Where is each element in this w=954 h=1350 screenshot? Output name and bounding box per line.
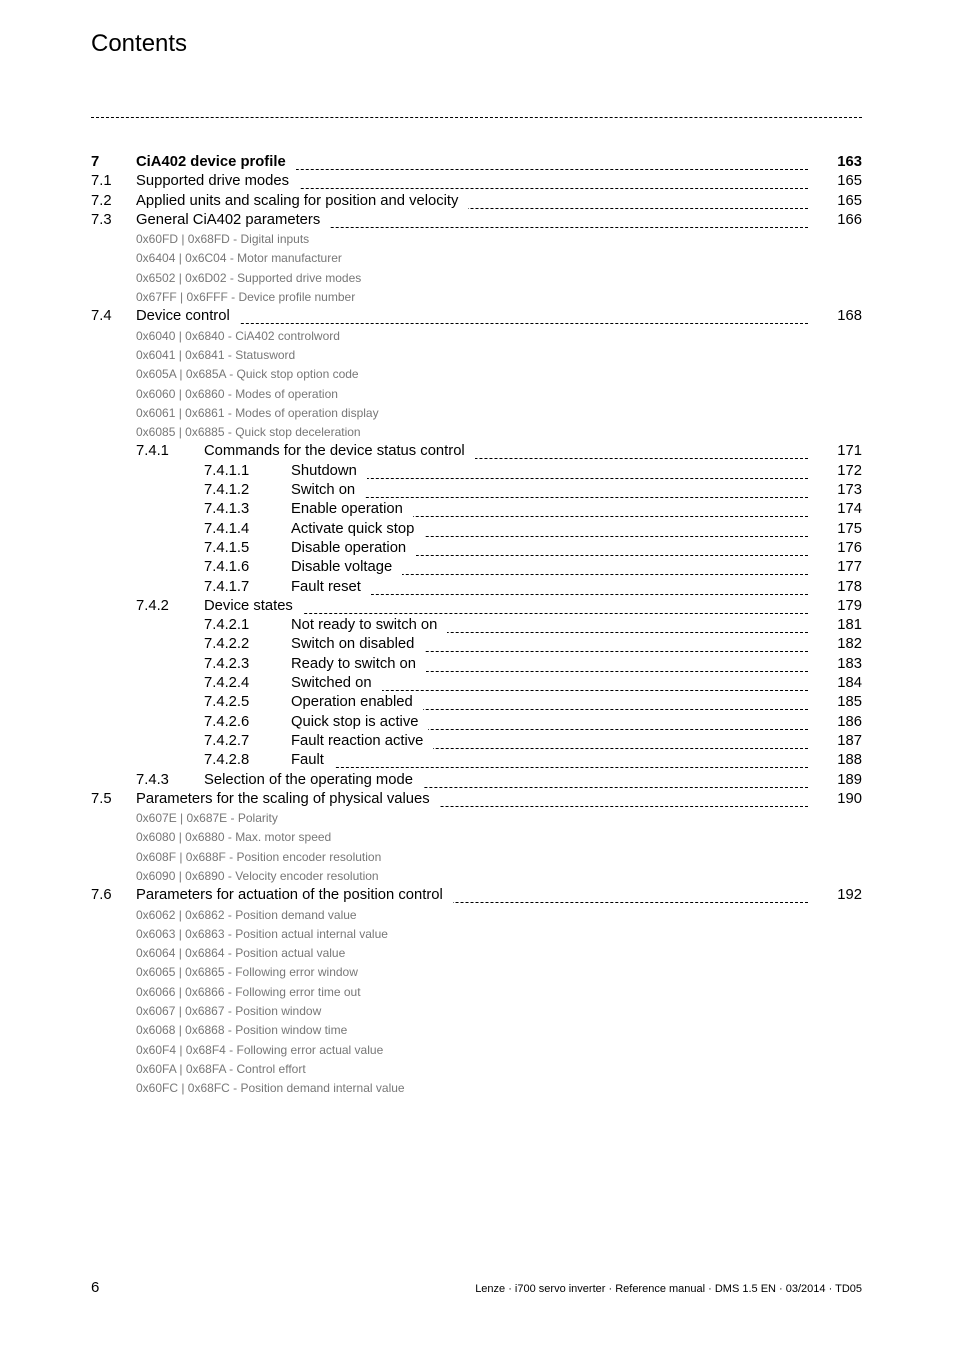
toc-number: 7.5 — [91, 790, 112, 807]
toc-title: 0x6040 | 0x6840 - CiA402 controlword — [136, 327, 340, 346]
toc-title: CiA402 device profile — [136, 153, 296, 172]
toc-title: 0x6061 | 0x6861 - Modes of operation display — [136, 404, 379, 423]
toc-title: Disable voltage — [291, 558, 402, 577]
toc-number: 7.6 — [91, 887, 112, 904]
page-title: Contents — [91, 30, 188, 57]
toc-number: 7.4.1.5 — [204, 539, 250, 556]
toc-parameter-entry[interactable] — [91, 1021, 862, 1040]
header-rule — [91, 117, 862, 118]
footer-doc-info: Lenze · i700 servo inverter · Reference manual · DMS 1.5 EN · 03/2014 · TD05 — [475, 1283, 862, 1295]
toc-title: Fault — [291, 751, 334, 770]
toc-parameter-entry[interactable] — [91, 346, 862, 365]
toc-parameter-entry[interactable] — [91, 230, 862, 249]
toc-title: 0x60F4 | 0x68F4 - Following error actual value — [136, 1041, 383, 1060]
toc-number: 7.4.2 — [136, 597, 169, 614]
toc-leader — [291, 748, 808, 768]
toc-page-number: 165 — [837, 192, 862, 209]
toc-number: 7.4.2.4 — [204, 675, 250, 692]
toc-title: 0x608F | 0x688F - Position encoder resolution — [136, 848, 381, 867]
toc-entry[interactable] — [91, 886, 862, 905]
toc-title: Shutdown — [291, 462, 367, 481]
toc-page-number: 168 — [837, 308, 862, 325]
toc-parameter-entry[interactable] — [91, 269, 862, 288]
toc-page-number: 186 — [837, 713, 862, 730]
toc-parameter-entry[interactable] — [91, 1060, 862, 1079]
toc-page-number: 188 — [837, 752, 862, 769]
toc-title: Enable operation — [291, 500, 413, 519]
toc-title: Device states — [204, 597, 303, 616]
toc-number: 7.3 — [91, 211, 112, 228]
toc-page-number: 189 — [837, 771, 862, 788]
toc-title: 0x60FD | 0x68FD - Digital inputs — [136, 230, 309, 249]
toc-title: 0x6066 | 0x6866 - Following error time out — [136, 983, 361, 1002]
toc-parameter-entry[interactable] — [91, 848, 862, 867]
toc-title: Switch on disabled — [291, 635, 424, 654]
toc-parameter-entry[interactable] — [91, 925, 862, 944]
toc-title: Parameters for actuation of the position control — [136, 886, 453, 905]
toc-number: 7.4.1.4 — [204, 520, 250, 537]
toc-number: 7.4.2.8 — [204, 752, 250, 769]
toc-number: 7.1 — [91, 173, 112, 190]
toc-entry[interactable] — [91, 307, 862, 326]
toc-number: 7.4.3 — [136, 771, 169, 788]
toc-entry[interactable] — [91, 790, 862, 809]
toc-title: 0x6063 | 0x6863 - Position actual internal value — [136, 925, 388, 944]
toc-page-number: 175 — [837, 520, 862, 537]
toc-parameter-entry[interactable] — [91, 944, 862, 963]
toc-number: 7.2 — [91, 192, 112, 209]
toc-number: 7.4.1 — [136, 443, 169, 460]
toc-parameter-entry[interactable] — [91, 983, 862, 1002]
toc-entry[interactable] — [91, 211, 862, 230]
toc-title: Fault reset — [291, 578, 371, 597]
toc-title: Supported drive modes — [136, 172, 299, 191]
toc-page-number: 184 — [837, 675, 862, 692]
toc-number: 7.4.1.1 — [204, 462, 250, 479]
toc-title: Applied units and scaling for position and velocity — [136, 192, 468, 211]
toc-title: Device control — [136, 307, 240, 326]
toc-title: 0x607E | 0x687E - Polarity — [136, 809, 278, 828]
toc-parameter-entry[interactable] — [91, 828, 862, 847]
footer-page-number: 6 — [91, 1279, 100, 1296]
toc-title: 0x6068 | 0x6868 - Position window time — [136, 1021, 347, 1040]
toc-page-number: 181 — [837, 617, 862, 634]
toc-title: General CiA402 parameters — [136, 211, 330, 230]
toc-title: Switched on — [291, 674, 382, 693]
toc-page-number: 190 — [837, 790, 862, 807]
toc-title: Ready to switch on — [291, 655, 426, 674]
toc-title: 0x6090 | 0x6890 - Velocity encoder resolution — [136, 867, 379, 886]
toc-page-number: 182 — [837, 636, 862, 653]
toc-page-number: 187 — [837, 732, 862, 749]
toc-title: 0x6062 | 0x6862 - Position demand value — [136, 906, 357, 925]
toc-title: 0x6404 | 0x6C04 - Motor manufacturer — [136, 249, 342, 268]
toc-title: 0x6041 | 0x6841 - Statusword — [136, 346, 295, 365]
toc-number: 7.4.2.3 — [204, 655, 250, 672]
toc-title: 0x67FF | 0x6FFF - Device profile number — [136, 288, 355, 307]
toc-page-number: 166 — [837, 211, 862, 228]
toc-page-number: 163 — [837, 154, 862, 170]
toc-title: Selection of the operating mode — [204, 771, 423, 790]
toc-page-number: 178 — [837, 578, 862, 595]
toc-parameter-entry[interactable] — [91, 963, 862, 982]
toc-page-number: 192 — [837, 887, 862, 904]
toc-title: 0x6085 | 0x6885 - Quick stop deceleration — [136, 423, 361, 442]
toc-page-number: 165 — [837, 173, 862, 190]
toc-title: 0x60FC | 0x68FC - Position demand internal value — [136, 1079, 405, 1098]
toc-number: 7.4.2.7 — [204, 732, 250, 749]
toc-title: 0x6060 | 0x6860 - Modes of operation — [136, 385, 338, 404]
toc-title: 0x605A | 0x685A - Quick stop option code — [136, 365, 359, 384]
toc-page-number: 177 — [837, 559, 862, 576]
toc-leader — [291, 478, 808, 498]
toc-parameter-entry[interactable] — [91, 1079, 862, 1098]
toc-parameter-entry[interactable] — [91, 1002, 862, 1021]
toc-title: 0x6067 | 0x6867 - Position window — [136, 1002, 321, 1021]
toc-title: 0x60FA | 0x68FA - Control effort — [136, 1060, 306, 1079]
toc-parameter-entry[interactable] — [91, 404, 862, 423]
toc-number: 7 — [91, 154, 100, 170]
toc-title: Fault reaction active — [291, 732, 433, 751]
toc-page-number: 174 — [837, 501, 862, 518]
toc-title: Commands for the device status control — [204, 442, 475, 461]
toc-number: 7.4.1.3 — [204, 501, 250, 518]
toc-number: 7.4.1.6 — [204, 559, 250, 576]
toc-page-number: 176 — [837, 539, 862, 556]
toc-number: 7.4.2.5 — [204, 694, 250, 711]
toc-page-number: 171 — [837, 443, 862, 460]
table-of-contents — [91, 153, 862, 1099]
toc-title: Quick stop is active — [291, 713, 428, 732]
toc-parameter-entry[interactable] — [91, 327, 862, 346]
toc-parameter-entry[interactable] — [91, 809, 862, 828]
toc-parameter-entry[interactable] — [91, 365, 862, 384]
toc-title: Parameters for the scaling of physical values — [136, 790, 440, 809]
toc-parameter-entry[interactable] — [91, 906, 862, 925]
toc-number: 7.4.2.6 — [204, 713, 250, 730]
toc-title: Activate quick stop — [291, 520, 424, 539]
toc-page-number: 185 — [837, 694, 862, 711]
toc-page-number: 172 — [837, 462, 862, 479]
toc-title: 0x6080 | 0x6880 - Max. motor speed — [136, 828, 331, 847]
toc-title: Not ready to switch on — [291, 616, 447, 635]
toc-number: 7.4.1.7 — [204, 578, 250, 595]
toc-title: Disable operation — [291, 539, 416, 558]
toc-leader — [291, 459, 808, 479]
toc-page-number: 173 — [837, 482, 862, 499]
toc-title: Switch on — [291, 481, 365, 500]
toc-number: 7.4.2.1 — [204, 617, 250, 634]
toc-title: 0x6064 | 0x6864 - Position actual value — [136, 944, 345, 963]
toc-parameter-entry[interactable] — [91, 1041, 862, 1060]
toc-title: Operation enabled — [291, 693, 423, 712]
toc-title: 0x6065 | 0x6865 - Following error window — [136, 963, 358, 982]
toc-parameter-entry[interactable] — [91, 385, 862, 404]
toc-number: 7.4.1.2 — [204, 482, 250, 499]
toc-page-number: 179 — [837, 597, 862, 614]
toc-number: 7.4.2.2 — [204, 636, 250, 653]
toc-number: 7.4 — [91, 308, 112, 325]
toc-title: 0x6502 | 0x6D02 - Supported drive modes — [136, 269, 361, 288]
toc-parameter-entry[interactable] — [91, 249, 862, 268]
toc-page-number: 183 — [837, 655, 862, 672]
